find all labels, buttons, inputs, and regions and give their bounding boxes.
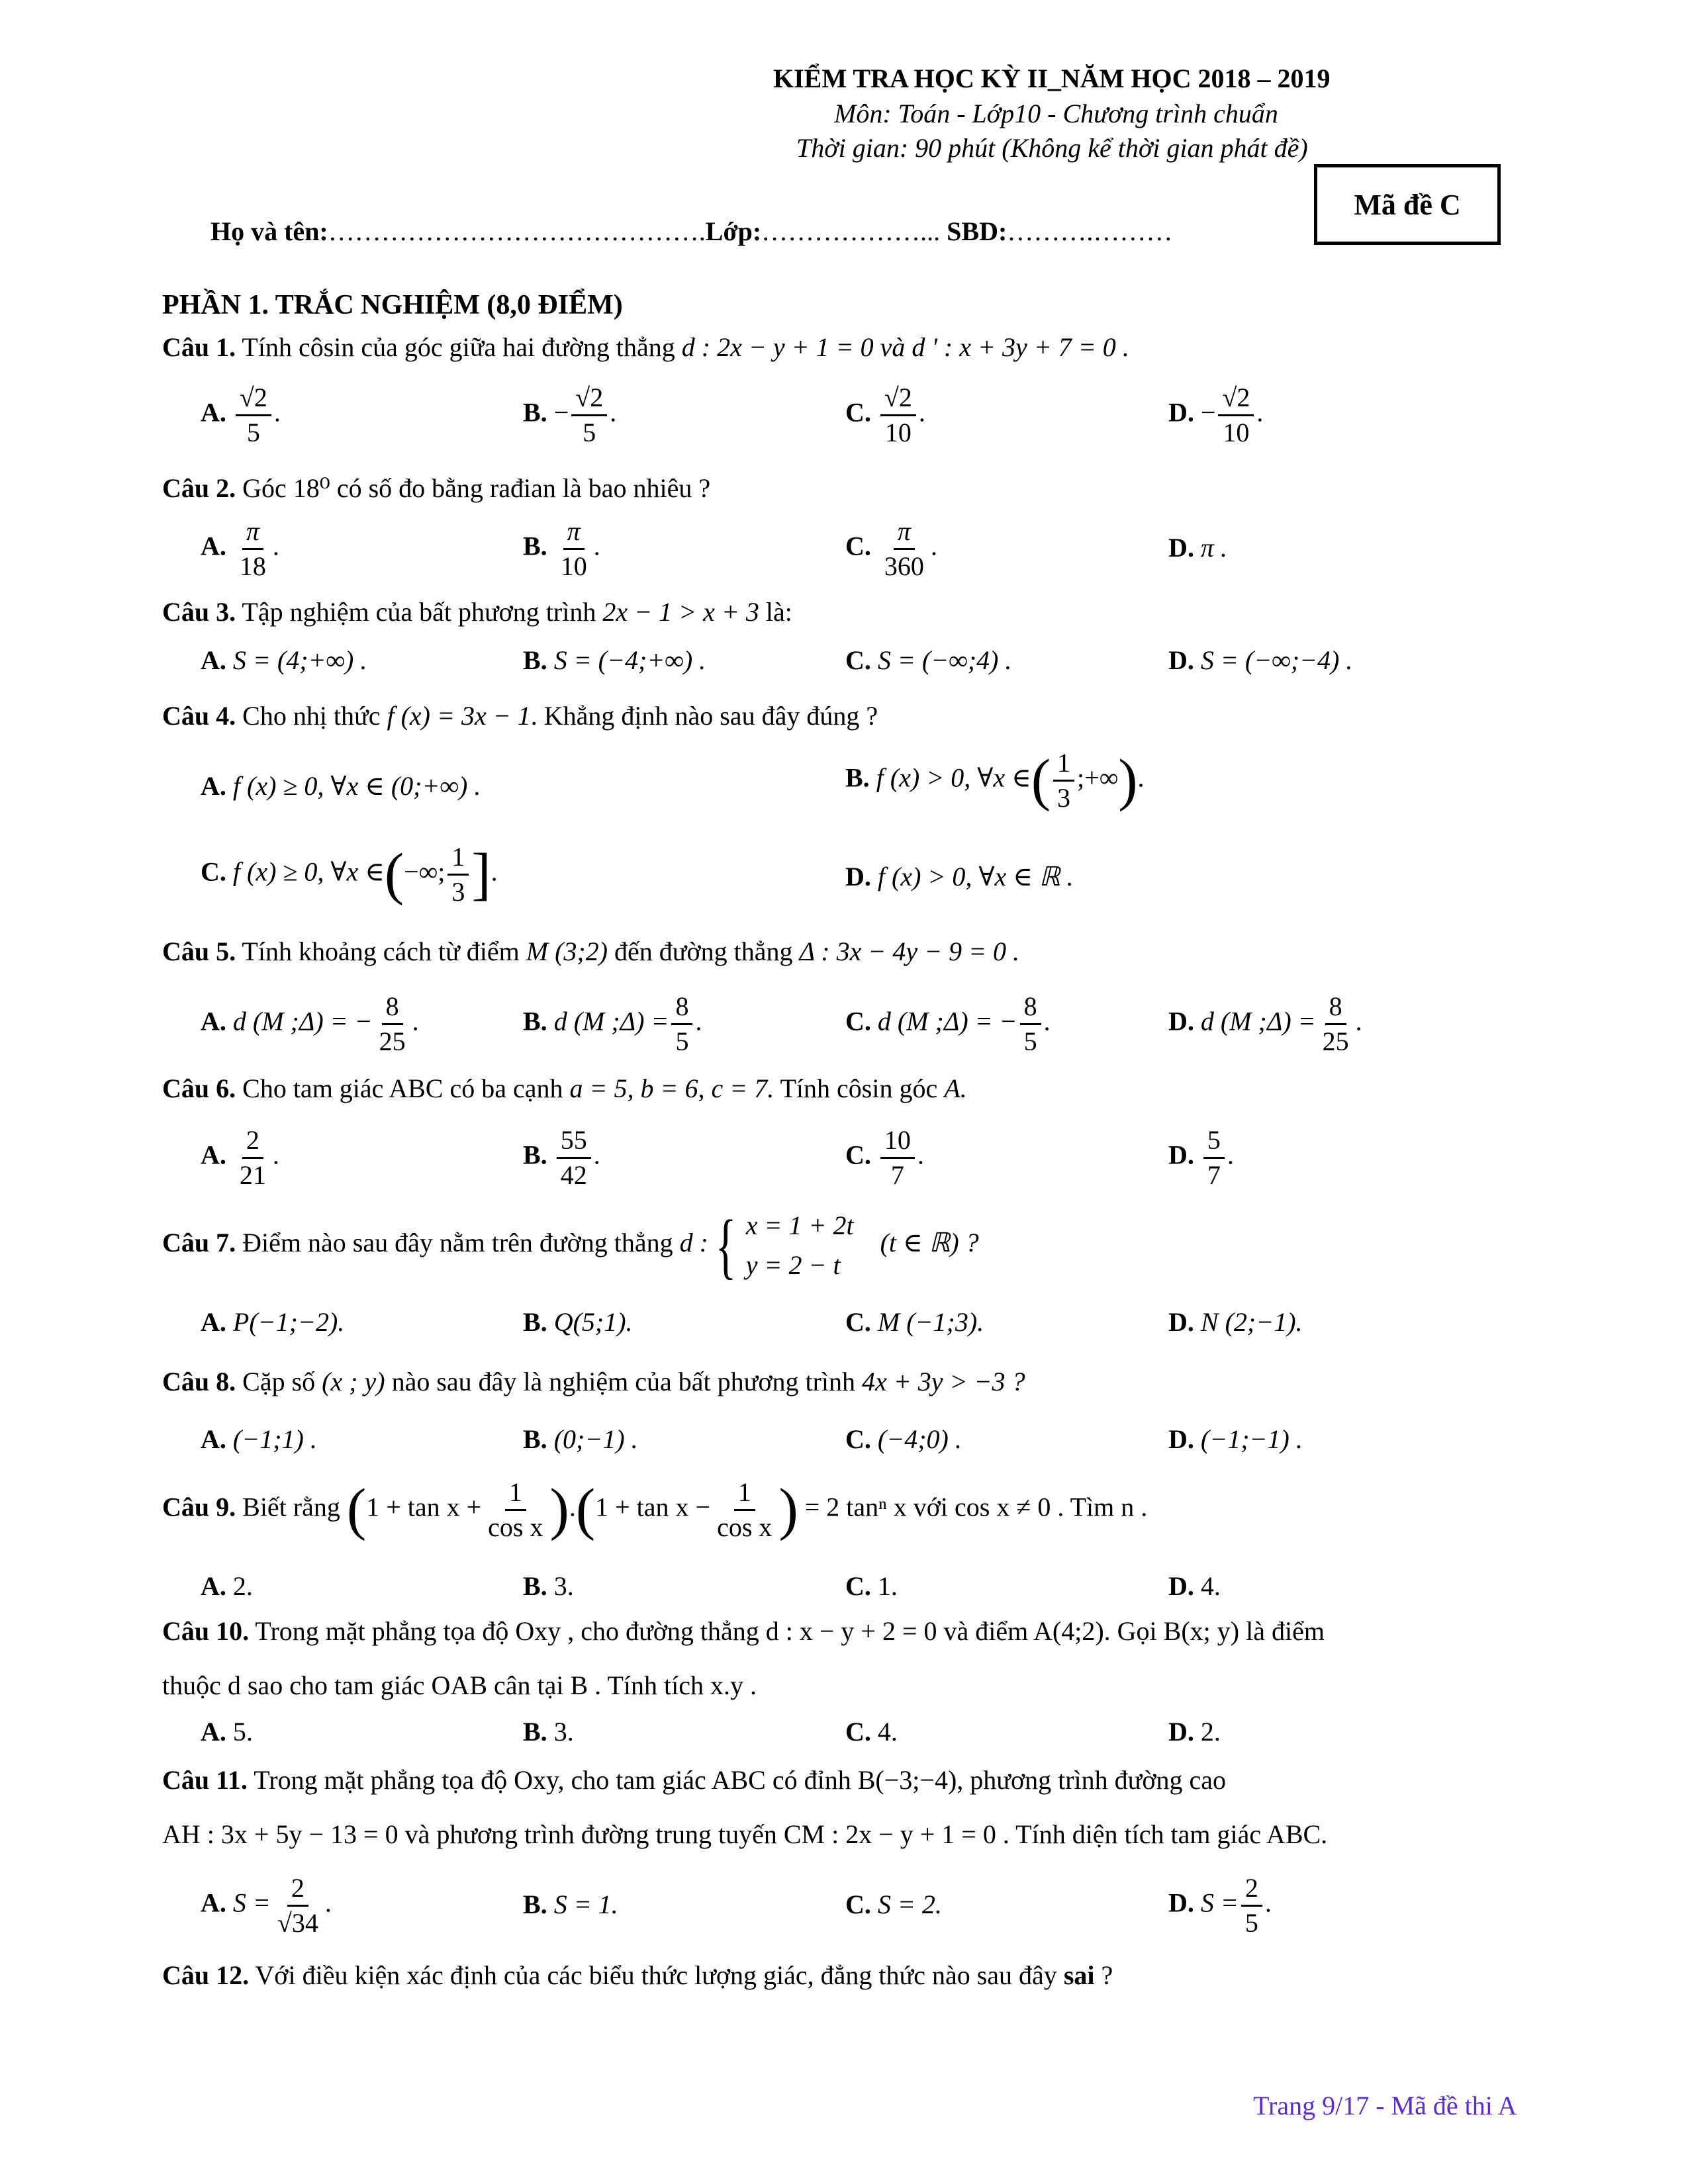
fraction: $\frac{\pi}{10}$ [560, 516, 587, 581]
q5-option-b[interactable]: B. d (M ;Δ) = $\frac{8}{5}$ . [523, 991, 702, 1056]
class-dots: ………………... [761, 216, 941, 246]
q8-option-b[interactable]: B. (0;−1) . [523, 1424, 638, 1454]
question-10: Câu 10. Trong mặt phẳng tọa độ Oxy , cho đường thẳng d : x − y + 2 = 0 và điểm A(4;2). Gọi B(x; y) là điểm [162, 1616, 1325, 1646]
q7-option-a[interactable]: A. P(−1;−2). [201, 1307, 345, 1337]
fraction: $\frac{55}{42}$ [557, 1125, 591, 1191]
q4-option-c[interactable]: C. f (x) ≥ 0, ∀x ∈(−∞; $\frac{1}{3}$ ]. [201, 842, 498, 907]
q11-option-b[interactable]: B. S = 1. [523, 1889, 618, 1919]
question-2: Câu 2. Góc 18⁰ có số đo bằng rađian là bao nhiêu ? [162, 473, 711, 503]
question-7: Câu 7. Điểm nào sau đây nằm trên đường thẳng d : { x = 1 + 2t y = 2 − t (t ∈ ℝ) ? [162, 1205, 979, 1286]
q10-option-d[interactable]: D. 2. [1168, 1717, 1221, 1747]
question-text: Tính côsin của góc giữa hai đường thẳng [242, 332, 675, 362]
fraction: $\frac{√2}{10}$ [1218, 383, 1254, 448]
q10-option-b[interactable]: B. 3. [523, 1717, 574, 1747]
q11-option-a[interactable]: A. S = $\frac{2}{√34}$ . [201, 1873, 332, 1938]
name-label: Họ và tên: [211, 216, 328, 246]
q9-option-c[interactable]: C. 1. [845, 1571, 898, 1601]
q7-option-d[interactable]: D. N (2;−1). [1168, 1307, 1303, 1337]
question-label: Câu 1. [162, 332, 236, 362]
q9-option-d[interactable]: D. 4. [1168, 1571, 1221, 1601]
class-label: Lớp: [705, 216, 762, 246]
q11-option-d[interactable]: D. S = $\frac{2}{5}$ . [1168, 1873, 1272, 1938]
q2-option-c[interactable]: C. $\frac{\pi}{360}$ . [845, 516, 937, 581]
exam-title: KIỂM TRA HỌC KỲ II_NĂM HỌC 2018 – 2019 [773, 64, 1331, 93]
fraction: $\frac{\pi}{18}$ [239, 516, 266, 581]
fraction: $\frac{10}{7}$ [880, 1125, 915, 1191]
question-10-line2: thuộc d sao cho tam giác OAB cân tại B . Tính tích x.y . [162, 1670, 757, 1700]
q4-option-a[interactable]: A. f (x) ≥ 0, ∀x ∈ (0;+∞) . [201, 771, 481, 801]
fraction: $\frac{5}{7}$ [1203, 1125, 1225, 1191]
q8-option-a[interactable]: A. (−1;1) . [201, 1424, 317, 1454]
exam-code: Mã đề C [1354, 188, 1461, 221]
fraction: $\frac{1}{\text{cos x}}$ [717, 1477, 773, 1542]
q4-option-d[interactable]: D. f (x) > 0, ∀x ∈ ℝ . [845, 862, 1074, 891]
page-footer: Trang 9/17 - Mã đề thi A [1253, 2091, 1517, 2120]
q2-option-b[interactable]: B. $\frac{\pi}{10}$ . [523, 516, 600, 581]
question-3: Câu 3. Tập nghiệm của bất phương trình 2x − 1 > x + 3 là: [162, 597, 792, 627]
q10-option-c[interactable]: C. 4. [845, 1717, 898, 1747]
q3-option-b[interactable]: B. S = (−4;+∞) . [523, 645, 706, 675]
fraction: $\frac{2}{21}$ [239, 1125, 266, 1190]
fraction: $\frac{√2}{5}$ [236, 383, 271, 448]
q5-option-c[interactable]: C. d (M ;Δ) = − $\frac{8}{5}$ . [845, 991, 1051, 1056]
sbd-label: SBD: [947, 216, 1008, 246]
q1-option-b[interactable]: B. − $\frac{√2}{5}$ . [523, 383, 617, 447]
fraction: $\frac{8}{5}$ [671, 991, 692, 1057]
fraction: $\frac{8}{25}$ [379, 991, 406, 1056]
student-info-line [211, 218, 1172, 245]
q3-option-a[interactable]: A. S = (4;+∞) . [201, 645, 367, 675]
q8-option-d[interactable]: D. (−1;−1) . [1168, 1424, 1303, 1454]
sbd-dots: ……….……… [1007, 216, 1173, 246]
q1-option-a[interactable]: A. $\frac{√2}{5}$ . [201, 383, 281, 447]
fraction: $\frac{2}{√34}$ [277, 1873, 318, 1938]
fraction: $\frac{1}{3}$ [447, 842, 469, 907]
name-dots: ……………………………………. [328, 216, 706, 246]
q2-option-a[interactable]: A. $\frac{\pi}{18}$ . [201, 516, 279, 581]
question-11-line2: AH : 3x + 5y − 13 = 0 và phương trình đường trung tuyến CM : 2x − y + 1 = 0 . Tính diện tích tam giác ABC. [162, 1819, 1328, 1849]
q3-option-c[interactable]: C. S = (−∞;4) . [845, 645, 1012, 675]
fraction: $\frac{8}{5}$ [1020, 991, 1041, 1057]
q9-option-a[interactable]: A. 2. [201, 1571, 253, 1601]
q6-option-d[interactable]: D. $\frac{5}{7}$ . [1168, 1125, 1234, 1190]
question-12: Câu 12. Với điều kiện xác định của các biểu thức lượng giác, đẳng thức nào sau đây sai ? [162, 1960, 1113, 1990]
question-math: d : 2x − y + 1 = 0 và d ' : x + 3y + 7 = 0 . [681, 332, 1129, 362]
q1-option-d[interactable]: D. − $\frac{√2}{10}$ . [1168, 383, 1264, 447]
fraction: $\frac{2}{5}$ [1241, 1873, 1262, 1938]
fraction: $\frac{√2}{5}$ [571, 383, 607, 448]
q11-option-c[interactable]: C. S = 2. [845, 1889, 942, 1919]
q1-option-c[interactable]: C. $\frac{√2}{10}$ . [845, 383, 925, 447]
q4-option-b[interactable]: B. f (x) > 0, ∀x ∈( $\frac{1}{3}$ ;+∞). [845, 748, 1145, 813]
question-4: Câu 4. Cho nhị thức f (x) = 3x − 1. Khẳng định nào sau đây đúng ? [162, 701, 878, 731]
q10-option-a[interactable]: A. 5. [201, 1717, 253, 1747]
q6-option-b[interactable]: B. $\frac{55}{42}$ . [523, 1125, 600, 1190]
fraction: $\frac{1}{3}$ [1053, 748, 1074, 813]
q2-option-d[interactable]: D. π . [1168, 533, 1227, 563]
q9-option-b[interactable]: B. 3. [523, 1571, 574, 1601]
equation-system: { x = 1 + 2t y = 2 − t [715, 1205, 854, 1286]
fraction: $\frac{√2}{10}$ [880, 383, 916, 448]
question-9: Câu 9. Biết rằng (1 + tan x + $\frac{1}{\text{cos x}}$ ).(1 + tan x − $\frac{1}{\text{cos x}}$ ) = 2 tanⁿ x với cos x ≠ 0 . Tìm n . [162, 1477, 1148, 1542]
q5-option-a[interactable]: A. d (M ;Δ) = − $\frac{8}{25}$ . [201, 991, 419, 1056]
q7-option-b[interactable]: B. Q(5;1). [523, 1307, 633, 1337]
question-5: Câu 5. Tính khoảng cách từ điểm M (3;2) đến đường thẳng Δ : 3x − 4y − 9 = 0 . [162, 936, 1020, 966]
question-11: Câu 11. Trong mặt phẳng tọa độ Oxy, cho tam giác ABC có đỉnh B(−3;−4), phương trình đường cao [162, 1765, 1226, 1795]
q3-option-d[interactable]: D. S = (−∞;−4) . [1168, 645, 1353, 675]
fraction: $\frac{1}{\text{cos x}}$ [488, 1477, 543, 1542]
q8-option-c[interactable]: C. (−4;0) . [845, 1424, 962, 1454]
question-6: Câu 6. Cho tam giác ABC có ba cạnh a = 5, b = 6, c = 7. Tính côsin góc A. [162, 1073, 967, 1103]
section-title: PHẦN 1. TRẮC NGHIỆM (8,0 ĐIỂM) [162, 290, 623, 320]
time-line: Thời gian: 90 phút (Không kể thời gian phát đề) [796, 133, 1308, 163]
subject-line: Môn: Toán - Lớp10 - Chương trình chuẩn [834, 99, 1278, 128]
question-1 [162, 334, 1129, 361]
exam-code-box [1314, 164, 1501, 245]
q5-option-d[interactable]: D. d (M ;Δ) = $\frac{8}{25}$ . [1168, 991, 1362, 1056]
q6-option-c[interactable]: C. $\frac{10}{7}$ . [845, 1125, 924, 1190]
question-8: Câu 8. Cặp số (x ; y) nào sau đây là nghiệm của bất phương trình 4x + 3y > −3 ? [162, 1367, 1025, 1396]
q6-option-a[interactable]: A. $\frac{2}{21}$ . [201, 1125, 279, 1190]
fraction: $\frac{\pi}{360}$ [884, 516, 924, 581]
fraction: $\frac{8}{25}$ [1322, 991, 1349, 1056]
q7-option-c[interactable]: C. M (−1;3). [845, 1307, 984, 1337]
